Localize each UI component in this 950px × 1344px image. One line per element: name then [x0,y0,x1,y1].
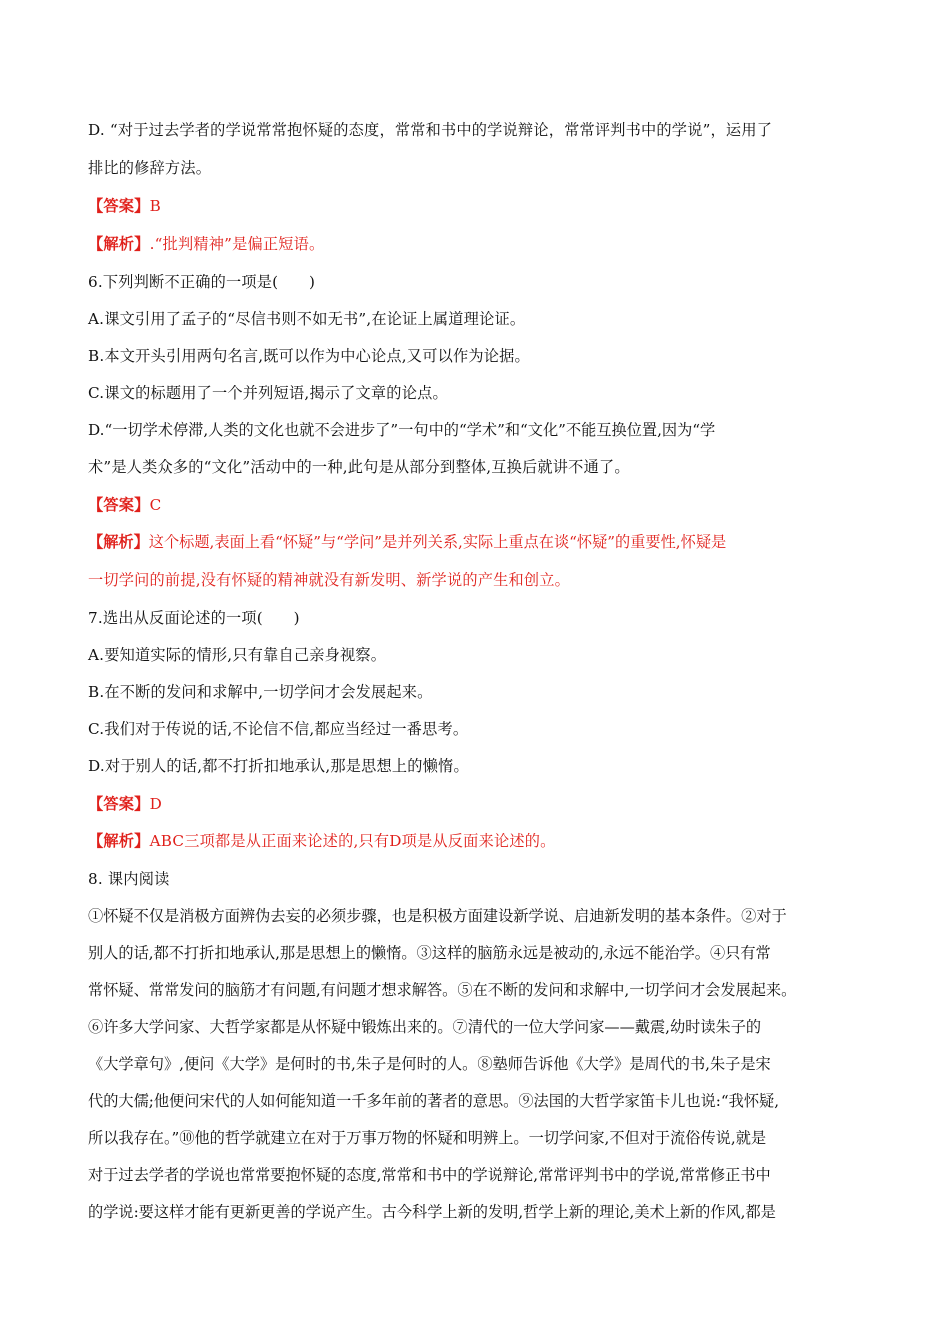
q7-option-d: D.对于别人的话,都不打折扣地承认,那是思想上的懒惰。 [88,757,469,775]
q5-analysis [88,234,324,254]
answer-tag: 【答案】 [88,795,150,813]
analysis-text: .“批判精神”是偏正短语。 [149,235,325,253]
q5-answer [88,196,161,216]
passage-line: 的学说:要这样才能有更新更善的学说产生。古今科学上新的发明,哲学上新的理论,美术上新的作风,都是 [88,1203,776,1221]
q7-analysis [88,831,556,851]
passage-line: 别人的话,都不打折扣地承认,那是思想上的懒惰。③这样的脑筋永远是被动的,永远不能治学。④只有常 [88,944,771,962]
passage-line: 所以我存在。”⑩他的哲学就建立在对于万事万物的怀疑和明辨上。一切学问家,不但对于流俗传说,就是 [88,1129,767,1147]
passage-line: ⑥许多大学问家、大哲学家都是从怀疑中锻炼出来的。⑦清代的一位大学问家——戴震,幼时读朱子的 [88,1018,762,1036]
passage-line: 对于过去学者的学说也常常要抱怀疑的态度,常常和书中的学说辩论,常常评判书中的学说,常常修正书中 [88,1166,771,1184]
analysis-tag: 【解析】 [88,832,150,850]
answer-tag: 【答案】 [88,496,150,514]
passage-line: 常怀疑、常常发问的脑筋才有问题,有问题才想求解答。⑤在不断的发问和求解中,一切学问才会发展起来。 [88,981,797,999]
q7-option-a: A.要知道实际的情形,只有靠自己亲身视察。 [88,646,387,664]
answer-tag: 【答案】 [88,197,150,215]
q6-option-c: C.课文的标题用了一个并列短语,揭示了文章的论点。 [88,384,448,402]
q6-option-b: B.本文开头引用两句名言,既可以作为中心论点,又可以作为论据。 [88,347,530,365]
q6-analysis-line1 [88,532,726,552]
analysis-text: ABC三项都是从正面来论述的,只有D项是从反面来论述的。 [149,832,556,850]
q6-answer [88,495,161,515]
q7-option-b: B.在不断的发问和求解中,一切学问才会发展起来。 [88,683,433,701]
passage-line: ①怀疑不仅是消极方面辨伪去妄的必须步骤，也是积极方面建设新学说、启迪新发明的基本条件。②对于 [88,907,787,925]
q5-option-d-line1: D. “对于过去学者的学说常常抱怀疑的态度，常常和书中的学说辩论，常常评判书中的学说”，运用了 [88,121,773,139]
q6-option-d-line2: 术”是人类众多的“文化”活动中的一种,此句是从部分到整体,互换后就讲不通了。 [88,458,630,476]
passage-line: 《大学章句》,便问《大学》是何时的书,朱子是何时的人。⑧塾师告诉他《大学》是周代的书,朱子是宋 [88,1055,771,1073]
analysis-tag: 【解析】 [88,533,149,551]
q7-question: 7.选出从反面论述的一项( ) [88,609,300,627]
q6-analysis-line2: 一切学问的前提,没有怀疑的精神就没有新发明、新学说的产生和创立。 [88,571,571,589]
answer-value: B [149,197,161,215]
q7-option-c: C.我们对于传说的话,不论信不信,都应当经过一番思考。 [88,720,469,738]
passage-line: 代的大儒;他便问宋代的人如何能知道一千多年前的著者的意思。⑨法国的大哲学家笛卡儿也说:“我怀疑, [88,1092,780,1110]
q7-answer [88,794,162,814]
q6-option-a: A.课文引用了孟子的“尽信书则不如无书”,在论证上属道理论证。 [88,310,526,328]
analysis-tag: 【解析】 [88,235,150,253]
analysis-text: 这个标题,表面上看“怀疑”与“学问”是并列关系,实际上重点在谈“怀疑”的重要性,怀疑是 [148,533,727,551]
answer-value: D [149,795,162,813]
q5-option-d-line2: 排比的修辞方法。 [88,159,212,177]
answer-value: C [149,496,162,514]
q6-option-d-line1: D.“一切学术停滞,人类的文化也就不会进步了”一句中的“学术”和“文化”不能互换位置,因为“学 [88,421,716,439]
q6-question: 6.下列判断不正确的一项是( ) [88,273,316,291]
q8-title: 8. 课内阅读 [88,870,170,888]
